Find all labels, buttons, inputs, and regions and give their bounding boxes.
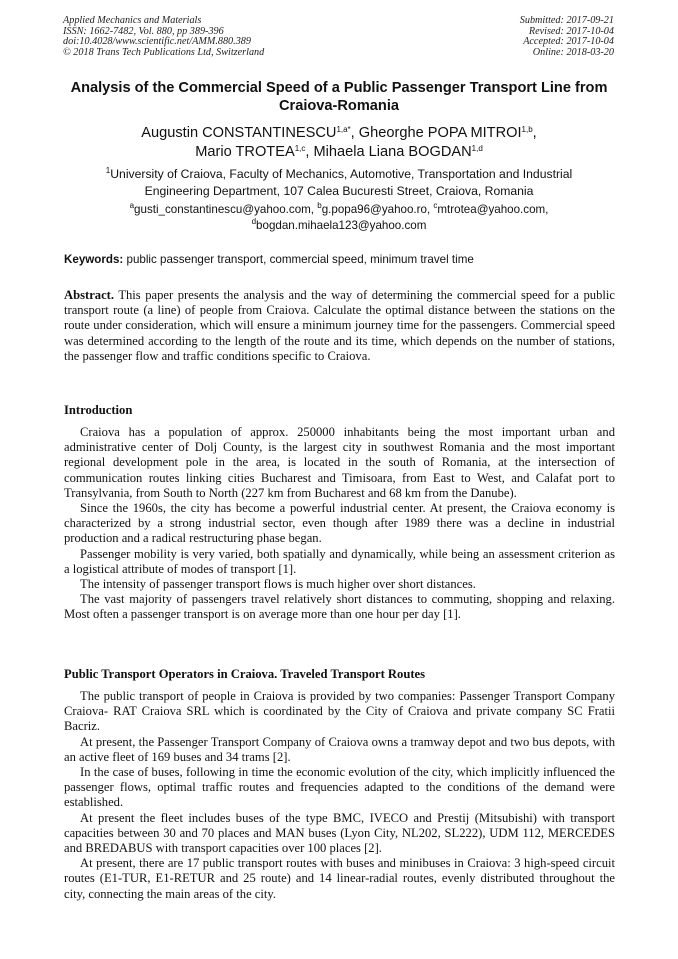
paragraph: The public transport of people in Craiova is provided by two companies: Passenger Transport Company Craiova- RAT Craiova SRL which is coordinated by the City of Craiova and private company SC Fratii Bacriz. — [64, 689, 615, 734]
author-name: Mario TROTEA — [195, 144, 295, 160]
keywords-label: Keywords: — [64, 253, 124, 266]
keywords — [64, 252, 616, 268]
author-affil-sup: 1,c — [294, 144, 306, 153]
author-affil-sup: 1,a* — [336, 125, 351, 134]
affiliation: $^1$University of Craiova, Faculty of Mechanics, Automotive, Transportation and Industrial Engineering Department, 107 Calea Bucuresti Street, Craiova, Romania — [105, 166, 573, 198]
abstract — [64, 288, 615, 364]
author-emails: $^a$gusti_constantinescu@yahoo.com, $^b$g.popa96@yahoo.ro, $^c$mtrotea@yahoo.com, $^d$bogdan.mihaela123@yahoo.com — [129, 201, 549, 232]
dates-header — [520, 16, 614, 58]
author-affil-sup: 1,b — [521, 125, 533, 134]
email-link[interactable]: gusti_constantinescu@yahoo.com, — [134, 203, 318, 216]
paragraph: The vast majority of passengers travel relatively short distances to commuting, shopping and relaxing. Most often a passenger transport is on average more than one hour per day [1]. — [64, 592, 615, 622]
paragraph: Since the 1960s, the city has become a powerful industrial center. At present, the Craiova economy is characterized by a strong industrial sector, even though after 1989 there was a decline in industrial production and a radical restructuring phase began. — [64, 501, 615, 546]
paragraph: The intensity of passenger transport flows is much higher over short distances. — [80, 577, 476, 592]
email-link[interactable]: mtrotea@yahoo.com, — [437, 203, 549, 216]
submitted-date: Submitted: 2017-09-21 — [519, 15, 614, 26]
paper-title: Analysis of the Commercial Speed of a Public Passenger Transport Line from Craiova-Romania — [70, 80, 608, 114]
author-name: Augustin CONSTANTINESCU — [141, 125, 337, 141]
author-list — [60, 124, 618, 162]
email-link[interactable]: g.popa96@yahoo.ro, — [321, 203, 434, 216]
author-name: Mihaela Liana BOGDAN — [313, 144, 472, 160]
accepted-date: Accepted: 2017-10-04 — [523, 36, 614, 48]
keywords-text: public passenger transport, commercial speed, minimum travel time — [123, 253, 474, 266]
section-heading-introduction: Introduction — [64, 403, 133, 417]
paragraph: At present the fleet includes buses of the type BMC, IVECO and Prestij (Mitsubishi) with transport capacities between 30 and 70 places and MAN buses (Lyon City, NL202, SL222), UDM 112, MERCEDES and BREDABUS with transport capacities over 100 places [2]. — [64, 810, 615, 856]
abstract-label: Abstract. — [64, 288, 115, 302]
issn-line: ISSN: 1662-7482, Vol. 880, pp 389-396 — [63, 25, 224, 37]
paragraph: At present, the Passenger Transport Company of Craiova owns a tramway depot and two bus depots, with an active fleet of 169 buses and 34 trams [2]. — [64, 734, 615, 764]
paragraph: Craiova has a population of approx. 250000 inhabitants being the most important urban and administrative center of Dolj County, is the largest city in southwest Romania and the most important regional development pole in the area, is located in the south of Romania, at the intersection of communication routes linking cities Bucharest and Timisoara, from East to West, and Calafat port to Transylvania, from South to North (227 km from Bucharest and 68 km from the Danube). — [64, 425, 615, 500]
section-heading-operators: Public Transport Operators in Craiova. Traveled Transport Routes — [64, 667, 426, 681]
doi-line: doi:10.4028/www.scientific.net/AMM.880.389 — [63, 36, 251, 48]
introduction-body — [64, 425, 615, 623]
operators-body — [64, 689, 615, 902]
copyright-line: © 2018 Trans Tech Publications Ltd, Switzerland — [63, 46, 265, 58]
paragraph: At present, there are 17 public transport routes with buses and minibuses in Craiova: 3 high-speed circuit routes (E1-TUR, E1-RETUR and 25 route) and 14 linear-radial routes, evenly distributed throughout the city, connecting the main areas of the city. — [64, 856, 615, 901]
abstract-text: This paper presents the analysis and the way of determining the commercial speed for a public transport route (a line) of people from Craiova. Calculate the optimal distance between the stations on the route under consideration, which will ensure a minimum journey time for the passengers. Commercial speed was determined according to the length of the route and its time, which depends on the number of stations, the passenger flow and traffic conditions specific to Craiova. — [64, 288, 615, 363]
author-line-1: Augustin $CONSTANTINESCU^{1,a*}$, Gheorghe POPA MITROI$^{1,b}$, — [141, 125, 537, 141]
online-date: Online: 2018-03-20 — [532, 46, 614, 58]
paragraph: In the case of buses, following in time the economic evolution of the city, which implicitly influenced the passenger flows, optimal traffic routes and frequencies adapted to the conditions of the demand were established. — [64, 765, 615, 810]
journal-header — [63, 16, 264, 58]
revised-date: Revised: 2017-10-04 — [528, 25, 614, 37]
journal-name: Applied Mechanics and Materials — [63, 15, 202, 26]
author-line-2: Mario TROTEA$^{1,c}$, Mihaela Liana BOGDAN$^{1,d}$ — [195, 144, 483, 160]
author-name: Gheorghe POPA MITROI — [358, 125, 522, 141]
email-link[interactable]: bogdan.mihaela123@yahoo.com — [256, 218, 427, 232]
paragraph: Passenger mobility is very varied, both spatially and dynamically, while being an assessment criterion as a logistical attribute of modes of transport [1]. — [64, 546, 615, 576]
author-affil-sup: 1,d — [471, 144, 483, 153]
